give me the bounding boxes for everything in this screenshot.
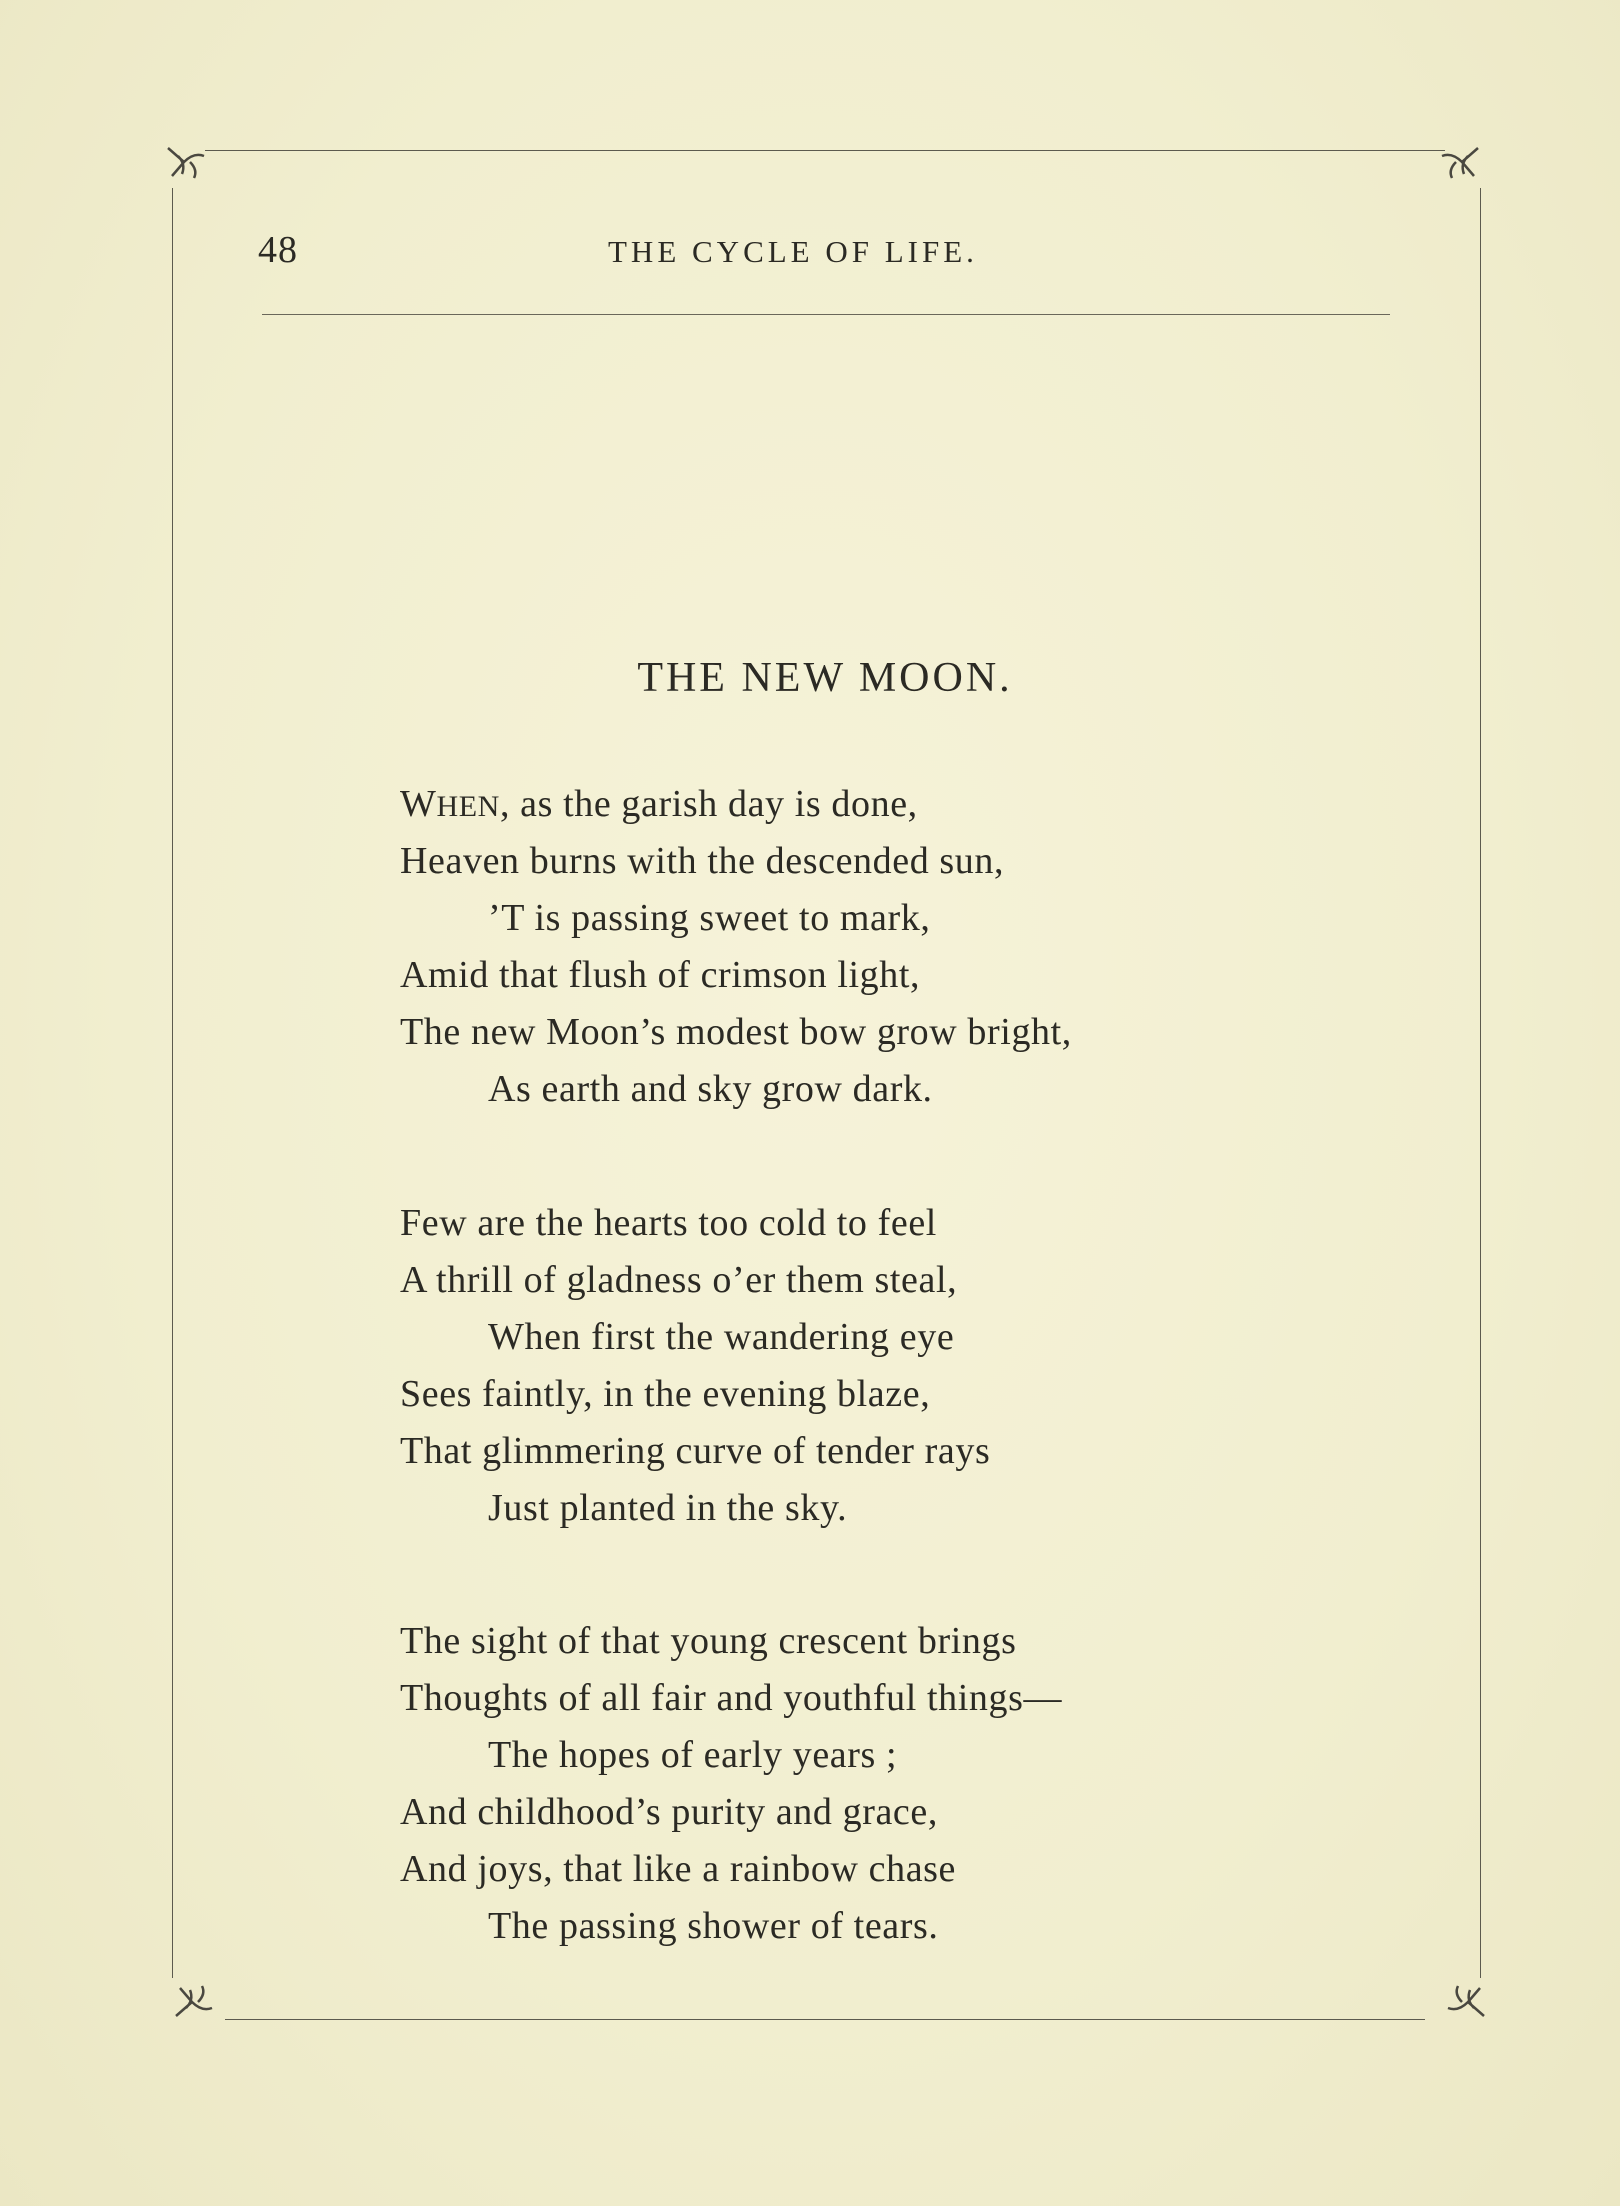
poem-line: The hopes of early years ; bbox=[488, 1734, 898, 1776]
poem-line: Amid that flush of crimson light, bbox=[400, 954, 921, 996]
poem-line: Few are the hearts too cold to feel bbox=[400, 1202, 937, 1244]
poem-line: Sees faintly, in the evening blaze, bbox=[400, 1373, 931, 1415]
poem-line: And childhood’s purity and grace, bbox=[400, 1791, 938, 1833]
poem-line: Just planted in the sky. bbox=[488, 1487, 848, 1529]
corner-fleuron-icon bbox=[1438, 140, 1482, 184]
poem-title: THE NEW MOON. bbox=[637, 655, 1013, 701]
poem-line: Thoughts of all fair and youthful things— bbox=[400, 1677, 1063, 1719]
stanza-3 bbox=[400, 1613, 1460, 1955]
poem-line: ’T is passing sweet to mark, bbox=[488, 897, 931, 939]
poem-line: Heaven burns with the descended sun, bbox=[400, 840, 1005, 882]
stanza-2 bbox=[400, 1195, 1460, 1537]
page-number: 48 bbox=[258, 229, 298, 271]
poem-line-text: , as the garish day is done, bbox=[499, 783, 918, 825]
poem-line: When first the wandering eye bbox=[488, 1316, 955, 1358]
running-head: THE CYCLE OF LIFE. bbox=[608, 234, 978, 269]
frame-top-rule bbox=[205, 150, 1445, 151]
stanza-1 bbox=[400, 776, 1460, 1118]
poem-line: The sight of that young crescent brings bbox=[400, 1620, 1017, 1662]
poem-line: And joys, that like a rainbow chase bbox=[400, 1848, 957, 1890]
frame-left-rule bbox=[172, 188, 173, 1978]
frame-right-rule bbox=[1480, 188, 1481, 1978]
poem-line: The passing shower of tears. bbox=[488, 1905, 939, 1947]
corner-fleuron-icon bbox=[164, 140, 208, 184]
poem-line: A thrill of gladness o’er them steal, bbox=[400, 1259, 958, 1301]
first-word-smallcaps: HEN bbox=[436, 790, 500, 823]
poem-line: As earth and sky grow dark. bbox=[488, 1068, 933, 1110]
poem-line bbox=[400, 776, 1460, 833]
page-header bbox=[258, 228, 1388, 278]
frame-bottom-rule bbox=[225, 2019, 1425, 2020]
header-rule bbox=[262, 314, 1390, 315]
corner-fleuron-icon bbox=[172, 1980, 216, 2024]
first-word-initial: W bbox=[400, 783, 437, 825]
poem-line: The new Moon’s modest bow grow bright, bbox=[400, 1011, 1072, 1053]
corner-fleuron-icon bbox=[1444, 1980, 1488, 2024]
poem-line: That glimmering curve of tender rays bbox=[400, 1430, 991, 1472]
